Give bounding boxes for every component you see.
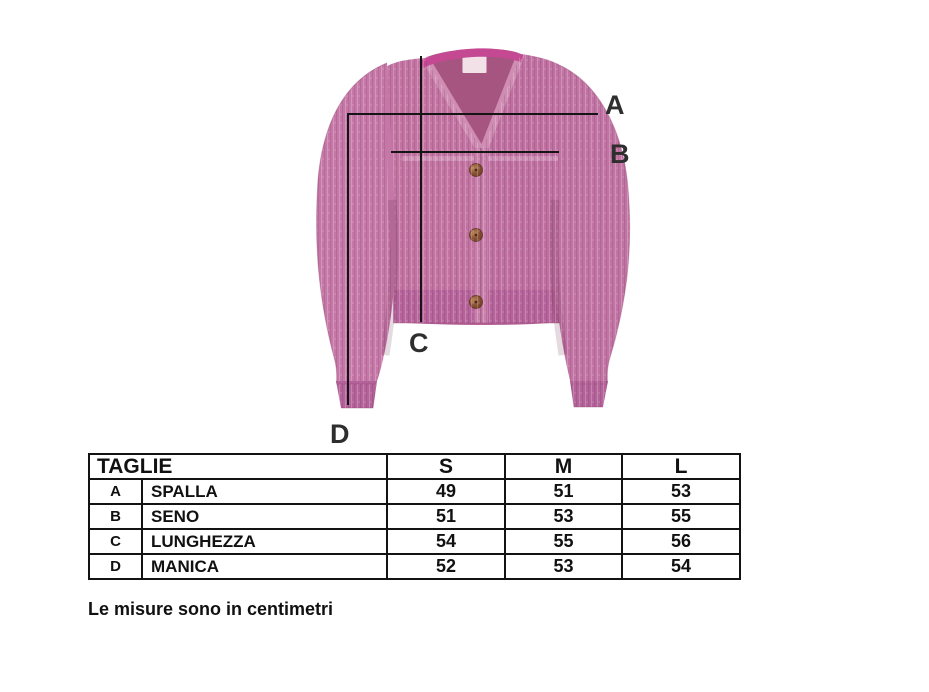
row-value-s: 49 xyxy=(387,479,505,504)
measure-line-chest-b xyxy=(391,151,559,153)
row-value-m: 51 xyxy=(505,479,622,504)
measurements-note: Le misure sono in centimetri xyxy=(88,599,334,619)
row-value-m: 55 xyxy=(505,529,622,554)
row-value-l: 54 xyxy=(622,554,740,579)
measure-line-shoulder-a xyxy=(348,113,598,115)
row-label: LUNGHEZZA xyxy=(142,529,387,554)
table-row xyxy=(89,504,740,529)
row-key: C xyxy=(89,529,142,554)
table-row xyxy=(89,479,740,504)
measure-line-sleeve-d xyxy=(347,113,349,405)
size-table-header-row xyxy=(89,454,740,479)
cardigan-neck-tag xyxy=(463,56,487,73)
measure-label-c: C xyxy=(409,328,429,358)
row-value-s: 52 xyxy=(387,554,505,579)
table-title: TAGLIE xyxy=(89,454,387,479)
row-key: A xyxy=(89,479,142,504)
row-label: SENO xyxy=(142,504,387,529)
row-value-s: 51 xyxy=(387,504,505,529)
row-value-l: 55 xyxy=(622,504,740,529)
row-value-s: 54 xyxy=(387,529,505,554)
row-value-l: 56 xyxy=(622,529,740,554)
table-row xyxy=(89,554,740,579)
row-key: D xyxy=(89,554,142,579)
measure-line-length-c xyxy=(420,56,422,322)
table-row xyxy=(89,529,740,554)
size-col-header-l: L xyxy=(622,454,740,479)
row-value-m: 53 xyxy=(505,554,622,579)
row-label: SPALLA xyxy=(142,479,387,504)
row-key: B xyxy=(89,504,142,529)
size-table xyxy=(88,453,741,580)
measure-label-d: D xyxy=(330,419,350,449)
row-value-l: 53 xyxy=(622,479,740,504)
measure-label-a: A xyxy=(605,90,625,120)
size-col-header-s: S xyxy=(387,454,505,479)
row-label: MANICA xyxy=(142,554,387,579)
measure-label-b: B xyxy=(610,139,630,169)
row-value-m: 53 xyxy=(505,504,622,529)
size-col-header-m: M xyxy=(505,454,622,479)
